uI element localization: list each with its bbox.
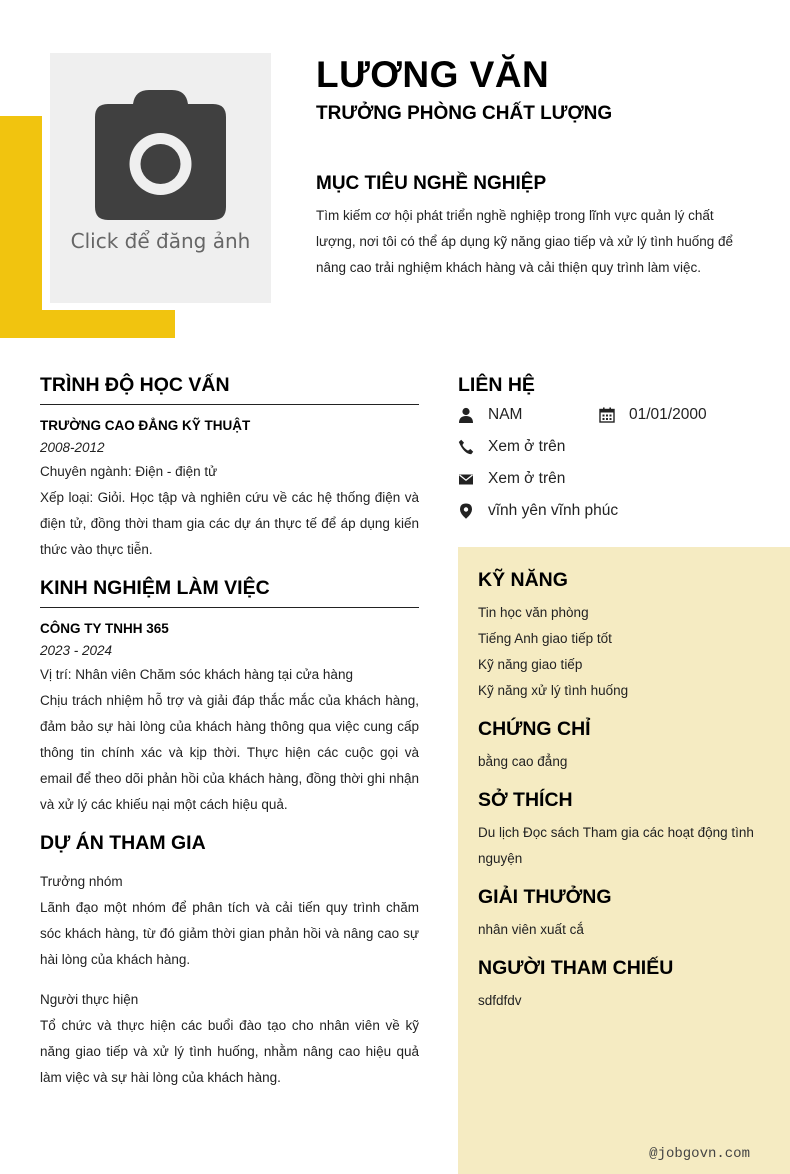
contact-birthdate xyxy=(599,406,707,424)
projects-section xyxy=(40,832,419,1091)
candidate-position: TRƯỞNG PHÒNG CHẤT LƯỢNG xyxy=(316,103,613,124)
contact-phone[interactable] xyxy=(458,438,565,456)
certificates-title: CHỨNG CHỈ xyxy=(478,718,591,740)
awards-text: nhân viên xuất cắ xyxy=(478,922,584,937)
skill-item: Tiếng Anh giao tiếp tốt xyxy=(478,631,612,646)
mail-icon xyxy=(458,471,474,487)
project-description: Lãnh đạo một nhóm để phân tích và cải tiến quy trình chăm sóc khách hàng, từ đó giảm thời gian phản hồi và nâng cao sự hài lòng của khách hàng. xyxy=(40,900,419,967)
skill-item: Kỹ năng giao tiếp xyxy=(478,657,583,672)
project-role: Người thực hiện xyxy=(40,992,139,1007)
location-icon xyxy=(458,503,474,519)
certificates-section xyxy=(478,718,770,775)
skills-section xyxy=(478,569,770,704)
awards-section xyxy=(478,886,770,943)
candidate-name: LƯƠNG VĂN xyxy=(316,54,550,95)
contact-title: LIÊN HỆ xyxy=(458,374,535,396)
certificates-text: bằng cao đẳng xyxy=(478,754,568,769)
accent-bar-horizontal xyxy=(0,310,175,338)
experience-description: Chịu trách nhiệm hỗ trợ và giải đáp thắc mắc của khách hàng, đảm bảo sự hài lòng của khách hàng thông qua việc cung cấp thông tin chính xác và kịp thời. Thực hiện các cuộc gọi và email để theo dõi phản hồi của khách hàng, đồng thời ghi nhận và xử lý các khiếu nại một cách hiệu quả. xyxy=(40,693,419,812)
hobbies-section xyxy=(478,789,770,872)
watermark: @jobgovn.com xyxy=(649,1146,750,1162)
camera-icon xyxy=(95,90,226,220)
experience-role: Vị trí: Nhân viên Chăm sóc khách hàng tại cửa hàng xyxy=(40,667,353,682)
hobbies-text: Du lịch Đọc sách Tham gia các hoạt động tình nguyện xyxy=(478,825,754,866)
objective-text: Tìm kiếm cơ hội phát triển nghề nghiệp trong lĩnh vực quản lý chất lượng, nơi tôi có thể áp dụng kỹ năng giao tiếp và xử lý tình huống để nâng cao trải nghiệm khách hàng và cải thiện quy trình làm việc. xyxy=(316,208,734,275)
education-section xyxy=(40,374,419,563)
photo-caption: Click để đăng ảnh xyxy=(70,229,251,253)
email-value: Xem ở trên xyxy=(488,470,566,487)
hobbies-title: SỞ THÍCH xyxy=(478,789,573,811)
experience-title: KINH NGHIỆM LÀM VIỆC xyxy=(40,577,419,608)
education-school: TRƯỜNG CAO ĐẲNG KỸ THUẬT xyxy=(40,418,251,433)
references-section xyxy=(478,957,770,1014)
contact-email[interactable] xyxy=(458,470,565,488)
project-description: Tổ chức và thực hiện các buổi đào tạo cho nhân viên về kỹ năng giao tiếp và xử lý tình huống, nhằm nâng cao hiệu quả làm việc và sự hài lòng của khách hàng. xyxy=(40,1018,419,1085)
references-title: NGƯỜI THAM CHIẾU xyxy=(478,957,674,979)
skill-item: Kỹ năng xử lý tình huống xyxy=(478,683,629,698)
projects-title: DỰ ÁN THAM GIA xyxy=(40,832,206,854)
person-icon xyxy=(458,407,474,423)
experience-company: CÔNG TY TNHH 365 xyxy=(40,621,169,636)
contact-address xyxy=(458,502,618,520)
project-role: Trưởng nhóm xyxy=(40,874,123,889)
education-description: Xếp loại: Giỏi. Học tập và nghiên cứu về các hệ thống điện và điện tử, đồng thời tham gia các dự án thực tế để áp dụng kiến thức vào thực tiễn. xyxy=(40,490,419,557)
contact-gender xyxy=(458,406,522,424)
skill-item: Tin học văn phòng xyxy=(478,605,589,620)
objective-title: MỤC TIÊU NGHỀ NGHIỆP xyxy=(316,173,547,194)
calendar-icon xyxy=(599,407,615,423)
phone-icon xyxy=(458,439,474,455)
address-value: vĩnh yên vĩnh phúc xyxy=(488,502,619,519)
skills-title: KỸ NĂNG xyxy=(478,569,568,591)
left-column xyxy=(40,374,419,1105)
references-text: sdfdfdv xyxy=(478,993,522,1008)
education-major: Chuyên ngành: Điện - điện tử xyxy=(40,464,218,479)
education-period: 2008-2012 xyxy=(40,440,105,455)
education-title: TRÌNH ĐỘ HỌC VẤN xyxy=(40,374,419,405)
phone-value: Xem ở trên xyxy=(488,438,566,455)
birthdate-value: 01/01/2000 xyxy=(629,406,707,423)
project-item xyxy=(40,869,419,973)
awards-title: GIẢI THƯỞNG xyxy=(478,886,612,908)
sidebar-panel xyxy=(458,547,790,1174)
accent-bar-vertical xyxy=(0,116,42,338)
gender-value: NAM xyxy=(488,406,523,423)
experience-period: 2023 - 2024 xyxy=(40,643,113,658)
experience-section xyxy=(40,577,419,818)
project-item xyxy=(40,987,419,1091)
photo-upload[interactable] xyxy=(50,53,271,303)
